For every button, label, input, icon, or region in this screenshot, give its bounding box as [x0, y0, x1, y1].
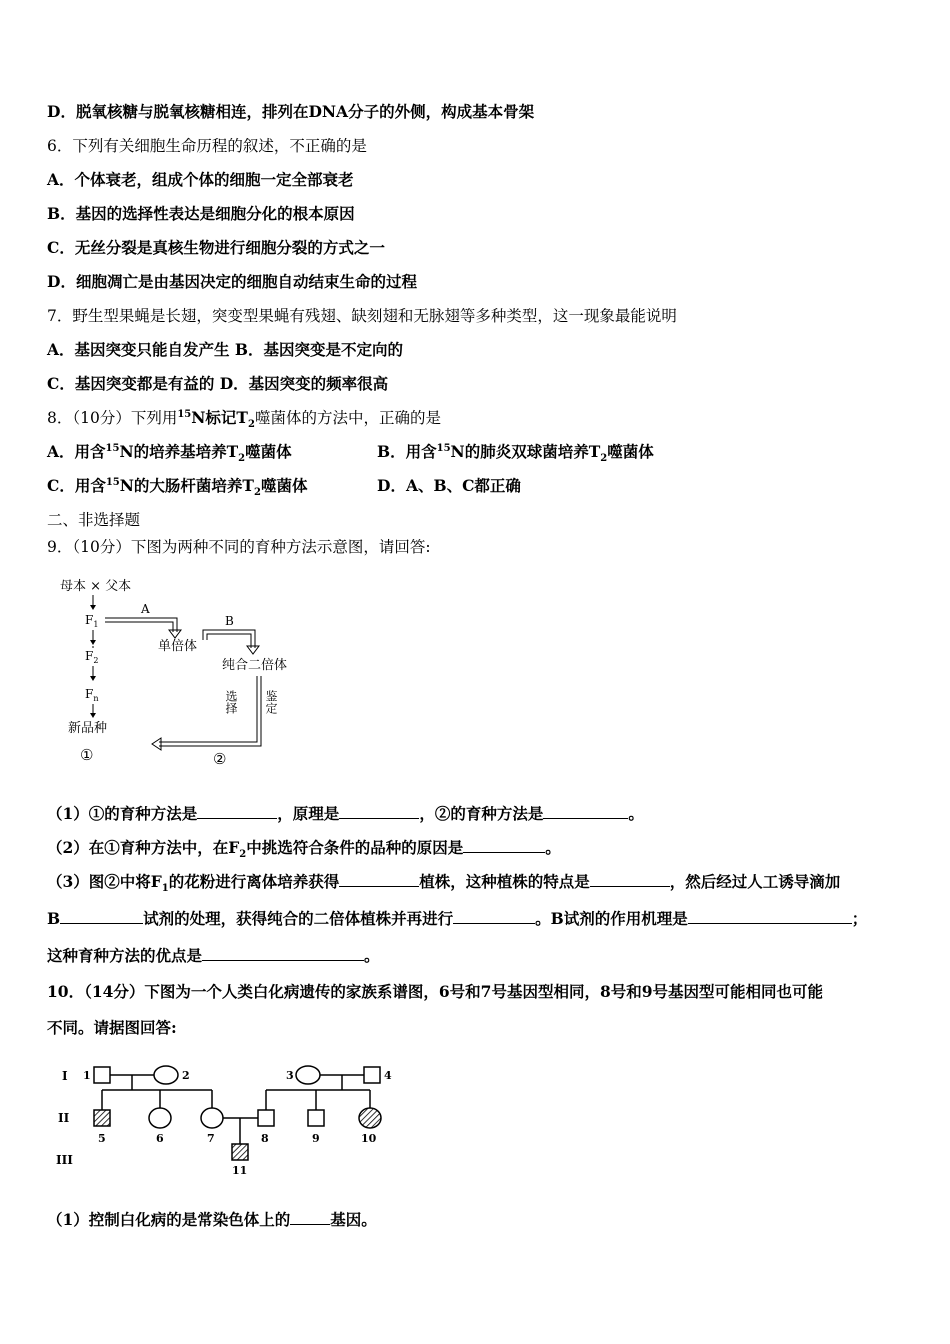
q6-stem: 6．下列有关细胞生命历程的叙述，不正确的是: [47, 137, 367, 155]
q7-stem: 7．野生型果蝇是长翅，突变型果蝇有残翅、缺刻翅和无脉翅等多种类型，这一现象最能说明: [47, 307, 677, 325]
individual-8-male: [258, 1110, 274, 1126]
answer-blank[interactable]: [197, 803, 277, 819]
q6-option-a: A．个体衰老，组成个体的细胞一定全部衰老: [47, 170, 354, 189]
q6-option-c: C．无丝分裂是真核生物进行细胞分裂的方式之一: [47, 238, 385, 257]
section-heading: 二、非选择题: [47, 511, 141, 529]
answer-blank[interactable]: [543, 803, 628, 819]
individual-7-female: [201, 1108, 223, 1128]
individual-6-female: [149, 1108, 171, 1128]
diagram-label-a: A: [141, 602, 150, 616]
q9-part2: （2）在①育种方法中，在$F_2$中挑选符合条件的品种的原因是 。: [47, 838, 561, 861]
individual-4-male: [364, 1067, 380, 1083]
q9-part1: （1）①的育种方法是 ，原理是 ，②的育种方法是 。: [47, 804, 644, 823]
diagram-label-b: B: [225, 614, 234, 628]
label-6: 6: [156, 1132, 164, 1145]
q8-option-a: A．用含$^{15}$N的培养基培养$T_2$噬菌体: [47, 442, 292, 465]
label-10: 10: [361, 1132, 377, 1145]
individual-10-affected-female: [359, 1108, 381, 1128]
label-1: 1: [83, 1069, 91, 1082]
individual-2-female: [154, 1066, 178, 1084]
q6-option-b: B．基因的选择性表达是细胞分化的根本原因: [47, 204, 355, 223]
q6-option-d: D．细胞凋亡是由基因决定的细胞自动结束生命的过程: [47, 272, 417, 291]
diagram-parents: 母本 × 父本: [60, 579, 132, 594]
generation-i: I: [62, 1069, 68, 1083]
label-7: 7: [207, 1132, 215, 1145]
q10-part1: （1）控制白化病的是常染色体上的 基因。: [47, 1210, 377, 1229]
answer-blank[interactable]: [290, 1209, 330, 1225]
answer-blank[interactable]: [202, 945, 364, 961]
diagram-f2: $F_2$: [85, 649, 99, 665]
label-11: 11: [232, 1164, 248, 1177]
label-3: 3: [286, 1069, 294, 1082]
q8-option-b: B．用含$^{15}$N的肺炎双球菌培养$T_2$噬菌体: [377, 442, 654, 465]
q10-stem-line1: 10．（14分）下图为一个人类白化病遗传的家族系谱图，6号和7号基因型相同，8号和9号基因型可能相同也可能: [47, 982, 824, 1001]
answer-blank[interactable]: [339, 803, 419, 819]
individual-11-affected-male: [232, 1144, 248, 1160]
answer-blank[interactable]: [60, 908, 143, 924]
diagram-fn: $F_n$: [85, 687, 99, 703]
diagram-identify: 鉴定: [264, 690, 278, 714]
q8-stem: 8．（10分）下列用$^{15}$N标记$T_2$噬菌体的方法中，正确的是: [47, 408, 441, 431]
generation-ii: II: [58, 1111, 70, 1125]
generation-iii: III: [56, 1153, 73, 1167]
answer-blank[interactable]: [590, 871, 670, 887]
q9-part3-line3: 这种育种方法的优点是 。: [47, 946, 380, 965]
label-5: 5: [98, 1132, 106, 1145]
q5-option-d: D．脱氧核糖与脱氧核糖相连，排列在DNA分子的外侧，构成基本骨架: [47, 102, 535, 121]
individual-3-female: [296, 1066, 320, 1084]
breeding-diagram: [55, 572, 315, 772]
q9-stem: 9．（10分）下图为两种不同的育种方法示意图，请回答:: [47, 538, 431, 556]
diagram-haploid: 单倍体: [158, 639, 198, 654]
label-8: 8: [261, 1132, 269, 1145]
q10-stem-line2: 不同。请据图回答:: [47, 1018, 177, 1037]
answer-blank[interactable]: [688, 908, 852, 924]
diagram-diploid: 纯合二倍体: [222, 658, 288, 673]
answer-blank[interactable]: [453, 908, 535, 924]
diagram-new-variety: 新品种: [68, 721, 108, 736]
individual-9-male: [308, 1110, 324, 1126]
label-9: 9: [312, 1132, 320, 1145]
q9-part3-line2: B 试剂的处理，获得纯合的二倍体植株并再进行 。B试剂的作用机理是 ；: [47, 909, 868, 928]
diagram-circle-2: ②: [213, 750, 227, 768]
label-4: 4: [384, 1069, 392, 1082]
answer-blank[interactable]: [463, 837, 545, 853]
diagram-select: 选择: [224, 690, 238, 714]
q7-option-ab: A．基因突变只能自发产生 B．基因突变是不定向的: [47, 340, 404, 359]
label-2: 2: [182, 1069, 190, 1082]
q7-option-cd: C．基因突变都是有益的 D．基因突变的频率很高: [47, 374, 389, 393]
q8-option-c: C．用含$^{15}$N的大肠杆菌培养$T_2$噬菌体: [47, 476, 308, 499]
individual-5-affected-male: [94, 1110, 110, 1126]
diagram-f1: $F_1$: [85, 613, 99, 629]
q9-part3-line1: （3）图②中将$F_1$的花粉进行离体培养获得 植株，这种植株的特点是 ，然后经过人工诱导滴加: [47, 872, 841, 895]
pedigree-chart: [50, 1058, 410, 1178]
q8-option-d: D．A、B、C都正确: [377, 476, 521, 495]
answer-blank[interactable]: [339, 871, 419, 887]
diagram-circle-1: ①: [80, 746, 94, 764]
individual-1-male: [94, 1067, 110, 1083]
